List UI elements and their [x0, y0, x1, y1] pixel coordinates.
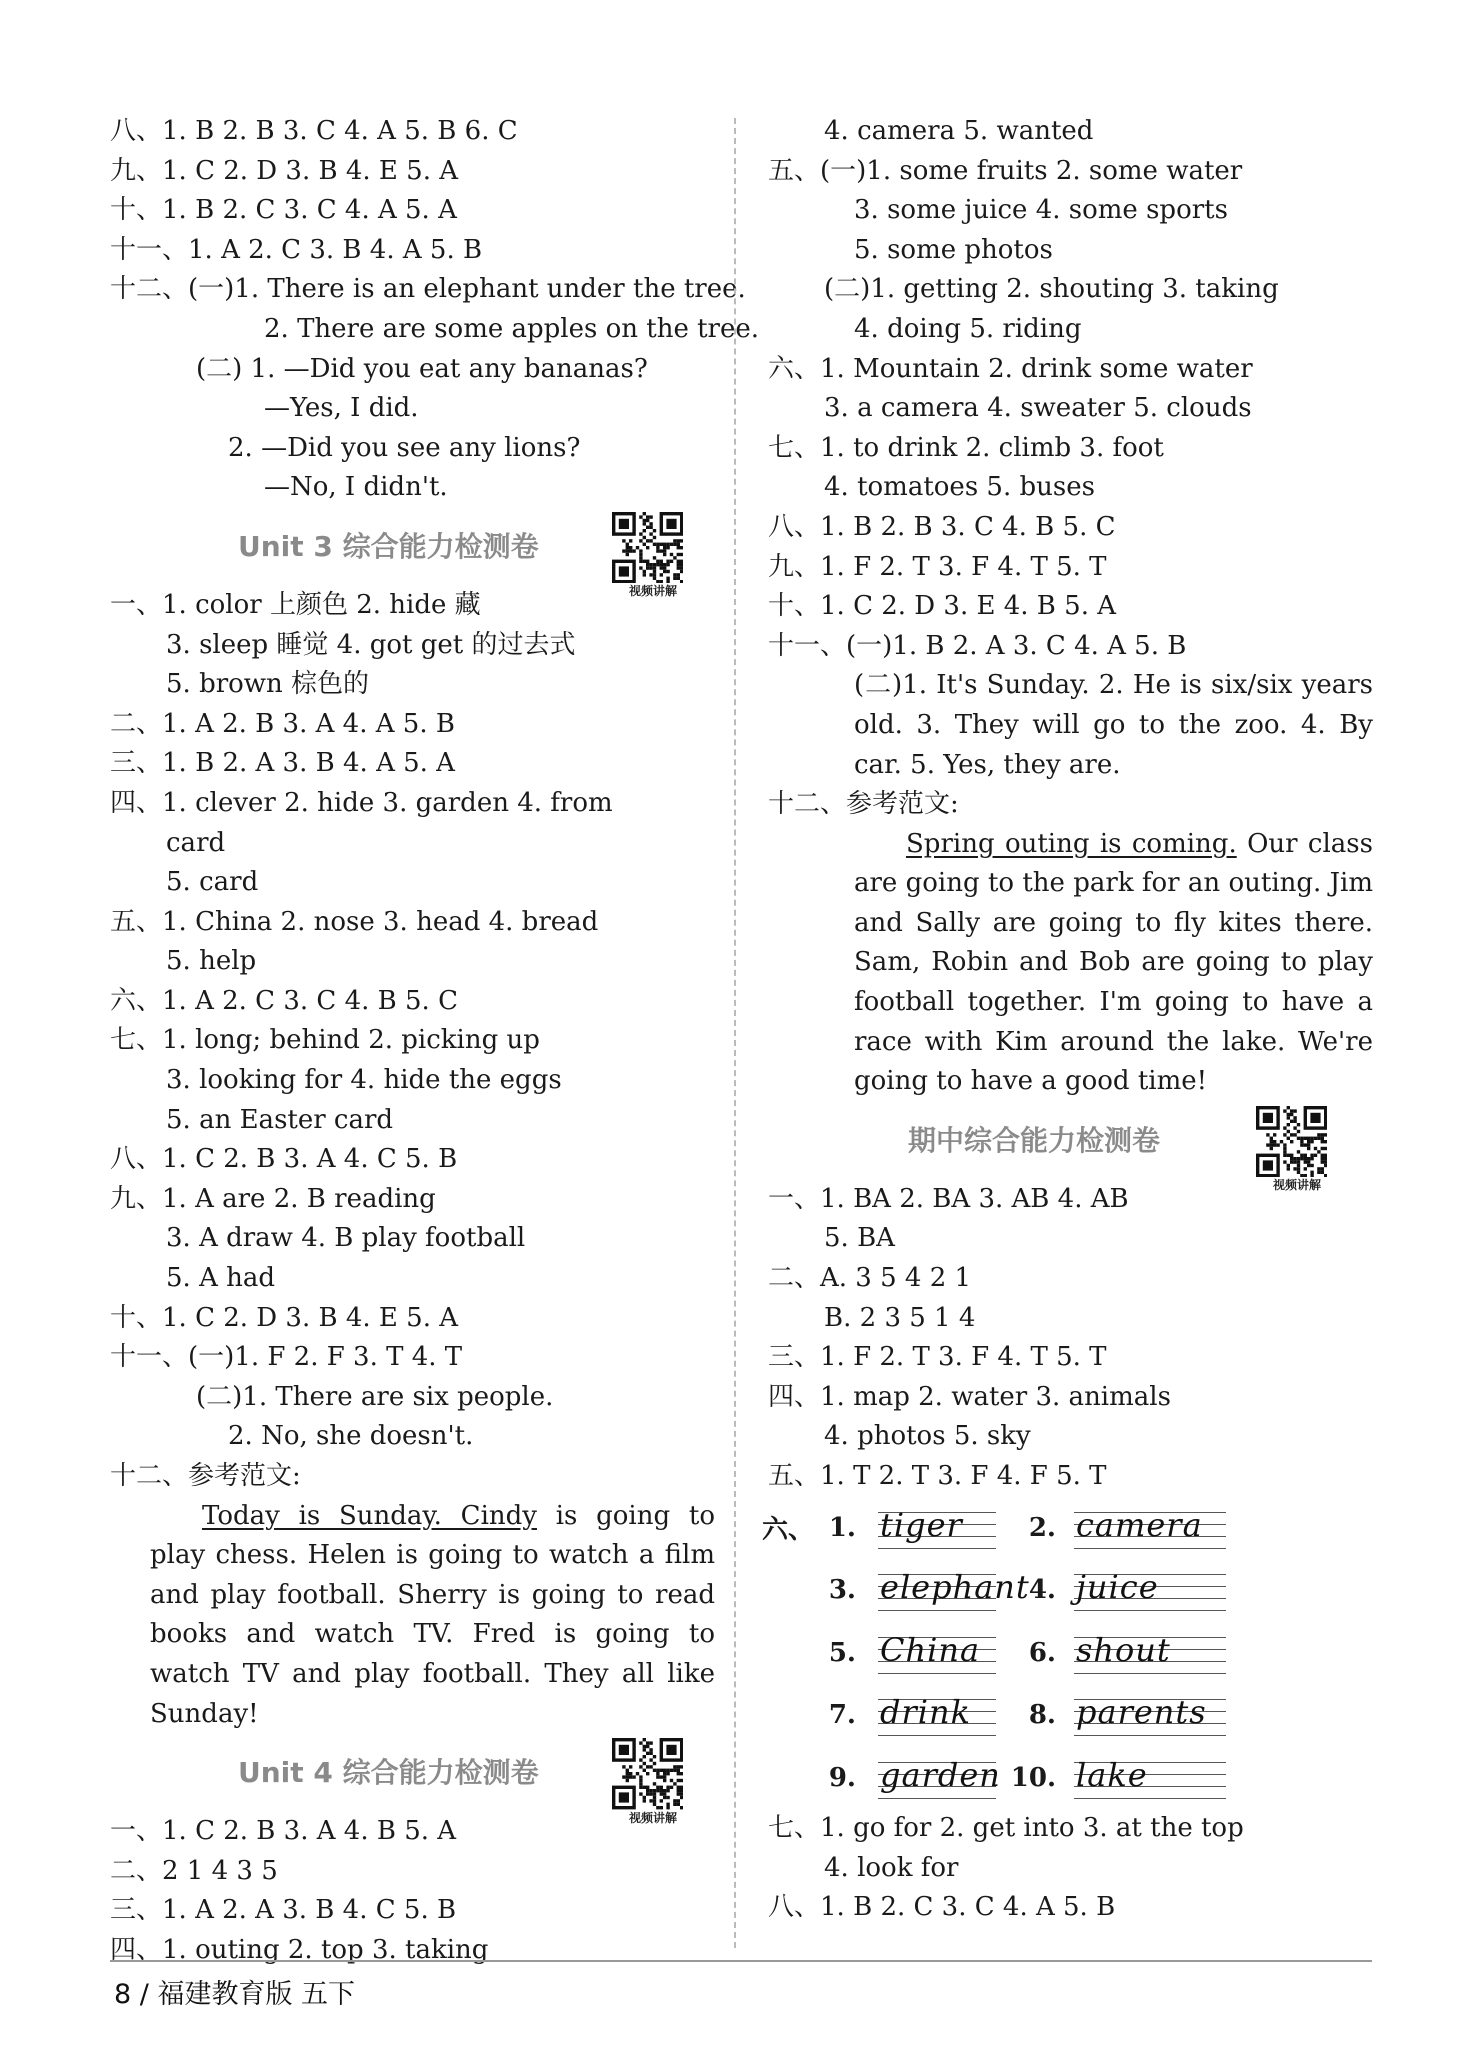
answer-line: 5. card [166, 867, 259, 898]
answer-line: 二、1. A 2. B 3. A 4. A 5. B [110, 708, 455, 739]
answer-line: 十、1. C 2. D 3. B 4. E 5. A [110, 1302, 459, 1333]
item-number: 9. [828, 1762, 856, 1793]
answer-line: 十一、(一)1. B 2. A 3. C 4. A 5. B [768, 630, 1187, 661]
essay-body: is going to play chess. Helen is going to watch a film and play football. Sherry is going to read books and watch TV. Fred is going to watch TV and play football. They all like Sunday! [150, 1500, 715, 1729]
handwritten-word: camera [1076, 1505, 1203, 1544]
column-divider [734, 118, 736, 1948]
handwriting-row [762, 1497, 1373, 1560]
section-title [768, 1102, 1373, 1193]
answer-line: 4. look for [824, 1852, 959, 1883]
answer-line: 九、1. C 2. D 3. B 4. E 5. A [110, 155, 459, 186]
handwritten-word: China [880, 1630, 981, 1669]
answer-line: 四、1. map 2. water 3. animals [768, 1381, 1171, 1412]
answer-line: 4. tomatoes 5. buses [824, 472, 1095, 503]
answer-line: 七、1. long; behind 2. picking up [110, 1025, 540, 1056]
answer-line: 五、1. China 2. nose 3. head 4. bread [110, 906, 599, 937]
answer-line: (二)1. getting 2. shouting 3. taking [824, 274, 1279, 305]
answer-line: 八、1. B 2. C 3. C 4. A 5. B [768, 1892, 1116, 1923]
essay-paragraph [110, 1497, 715, 1735]
essay-body: (二)1. It's Sunday. 2. He is six/six years old. 3. They will go to the zoo. 4. By car. 5. Yes, they are. [854, 670, 1373, 780]
answer-line: 八、1. B 2. B 3. C 4. B 5. C [768, 511, 1116, 542]
handwriting-box [1074, 1693, 1226, 1737]
section-title-text: Unit 3 综合能力检测卷 [238, 529, 539, 563]
handwriting-box [878, 1631, 996, 1675]
answer-line: 三、1. A 2. A 3. B 4. C 5. B [110, 1895, 457, 1926]
answer-line: —Yes, I did. [264, 393, 419, 424]
answer-line: 4. photos 5. sky [824, 1421, 1031, 1452]
answer-line: 四、1. clever 2. hide 3. garden 4. from [110, 787, 613, 818]
handwritten-word: lake [1076, 1755, 1148, 1794]
answer-line: 二、A. 3 5 4 2 1 [768, 1263, 972, 1294]
section-title [110, 1734, 715, 1825]
answer-line: (二)1. There are six people. [196, 1381, 554, 1412]
section-title [110, 508, 715, 599]
item-number: 2. [1028, 1512, 1056, 1543]
answer-line: 2. —Did you see any lions? [228, 432, 581, 463]
handwritten-word: garden [880, 1755, 1001, 1794]
answer-line: 5. help [166, 946, 257, 977]
handwriting-box [1074, 1506, 1226, 1550]
answer-line: 八、1. C 2. B 3. A 4. C 5. B [110, 1144, 458, 1175]
answer-line: 十、1. B 2. C 3. C 4. A 5. A [110, 195, 457, 226]
item-number: 5. [828, 1637, 856, 1668]
answer-line: 三、1. B 2. A 3. B 4. A 5. A [110, 748, 455, 779]
answer-line: 八、1. B 2. B 3. C 4. A 5. B 6. C [110, 116, 518, 146]
handwriting-row [768, 1684, 1373, 1747]
answer-line: 七、1. go for 2. get into 3. at the top [768, 1813, 1244, 1844]
right-column [762, 112, 1373, 1928]
answer-line: card [166, 827, 226, 858]
handwritten-word: parents [1076, 1693, 1207, 1732]
handwriting-box [878, 1506, 996, 1550]
answer-line: 九、1. F 2. T 3. F 4. T 5. T [768, 551, 1107, 582]
answer-line: 3. A draw 4. B play football [166, 1223, 526, 1254]
handwriting-box [1074, 1631, 1226, 1675]
answer-line: 五、1. T 2. T 3. F 4. F 5. T [768, 1461, 1107, 1491]
essay-paragraph [768, 666, 1373, 785]
answer-line: 六、1. A 2. C 3. C 4. B 5. C [110, 985, 458, 1016]
answer-line: 4. camera 5. wanted [824, 116, 1094, 146]
handwritten-word: drink [880, 1693, 972, 1732]
answer-line: 3. sleep 睡觉 4. got get 的过去式 [166, 629, 576, 660]
essay-paragraph [768, 825, 1373, 1102]
answer-line: 3. looking for 4. hide the eggs [166, 1065, 562, 1096]
item-number: 6. [1028, 1637, 1056, 1668]
answer-line: 五、(一)1. some fruits 2. some water [768, 155, 1243, 186]
answer-line: (二) 1. —Did you eat any bananas? [196, 353, 648, 384]
qr-caption: 视频讲解 [628, 584, 677, 599]
handwriting-box [878, 1755, 1001, 1800]
qr-code-icon[interactable] [1256, 1106, 1338, 1193]
section-title-text: 期中综合能力检测卷 [908, 1123, 1161, 1157]
answer-line: 十、1. C 2. D 3. E 4. B 5. A [768, 591, 1117, 622]
answer-line: 三、1. F 2. T 3. F 4. T 5. T [768, 1342, 1107, 1373]
essay-body: Our class are going to the park for an outing. Jim and Sally are going to fly kites there. Sam, Robin and Bob are going to play football together. I'm going to have a race with Kim around the lake. We're going to have a good time! [854, 828, 1373, 1097]
answer-line: 4. doing 5. riding [854, 313, 1082, 344]
item-number: 3. [828, 1575, 856, 1606]
section-title-text: Unit 4 综合能力检测卷 [238, 1756, 539, 1790]
answer-line: 一、1. BA 2. BA 3. AB 4. AB [768, 1183, 1129, 1214]
footer-rule [110, 1960, 1372, 1962]
item-number: 7. [828, 1700, 856, 1731]
answer-line: —No, I didn't. [264, 472, 448, 503]
handwritten-word: elephant [880, 1568, 1030, 1607]
handwriting-row [768, 1747, 1373, 1810]
answer-line: 2. No, she doesn't. [228, 1421, 474, 1452]
answer-line: 十二、参考范文: [110, 1461, 301, 1491]
answer-line: 四、1. outing 2. top 3. taking [110, 1934, 489, 1965]
handwritten-word: shout [1076, 1630, 1171, 1669]
answer-line: 十二、(一)1. There is an elephant under the tree. [110, 274, 746, 305]
qr-code-icon[interactable] [612, 512, 694, 599]
left-column [110, 112, 760, 1971]
answer-line: 3. a camera 4. sweater 5. clouds [824, 393, 1252, 424]
answer-line: 十二、参考范文: [768, 789, 959, 820]
answer-line: B. 2 3 5 1 4 [824, 1302, 976, 1333]
answer-line: 5. some photos [854, 234, 1053, 265]
handwriting-box [1074, 1568, 1226, 1612]
handwriting-row [768, 1622, 1373, 1685]
answer-line: 5. an Easter card [166, 1104, 394, 1135]
item-number: 8. [1028, 1700, 1056, 1731]
handwriting-box [878, 1693, 996, 1737]
answer-line: 一、1. color 上颜色 2. hide 藏 [110, 589, 481, 620]
underlined-topic-sentence: Today is Sunday. Cindy [202, 1500, 537, 1531]
answer-line: 十一、(一)1. F 2. F 3. T 4. T [110, 1342, 463, 1373]
handwriting-box [1074, 1756, 1226, 1800]
answer-line: 5. A had [166, 1263, 276, 1294]
answer-line: 2. There are some apples on the tree. [264, 313, 760, 344]
answer-line: 六、1. Mountain 2. drink some water [768, 353, 1253, 384]
answer-line: 二、2 1 4 3 5 [110, 1855, 278, 1886]
qr-caption: 视频讲解 [628, 1810, 677, 1825]
item-number: 10. [1010, 1762, 1056, 1793]
handwriting-row [768, 1559, 1373, 1622]
answer-line: 十一、1. A 2. C 3. B 4. A 5. B [110, 234, 483, 265]
answer-line: 七、1. to drink 2. climb 3. foot [768, 432, 1164, 463]
handwritten-word: tiger [880, 1505, 963, 1544]
handwritten-word: juice [1076, 1568, 1159, 1607]
page-footer: 8 / 福建教育版 五下 [114, 1979, 356, 2010]
item-number: 4. [1028, 1575, 1056, 1606]
qr-code-icon[interactable] [612, 1738, 694, 1825]
underlined-topic-sentence: Spring outing is coming. [906, 828, 1237, 859]
item-number: 1. [828, 1512, 856, 1543]
answer-line: 一、1. C 2. B 3. A 4. B 5. A [110, 1816, 457, 1847]
answer-line: 5. BA [824, 1223, 895, 1254]
answer-line: 3. some juice 4. some sports [854, 195, 1228, 226]
answer-line: 5. brown 棕色的 [166, 669, 370, 700]
qr-caption: 视频讲解 [1272, 1178, 1321, 1193]
answer-line: 九、1. A are 2. B reading [110, 1183, 436, 1214]
question-prefix: 六、 [762, 1515, 815, 1546]
handwriting-box [878, 1568, 1030, 1612]
